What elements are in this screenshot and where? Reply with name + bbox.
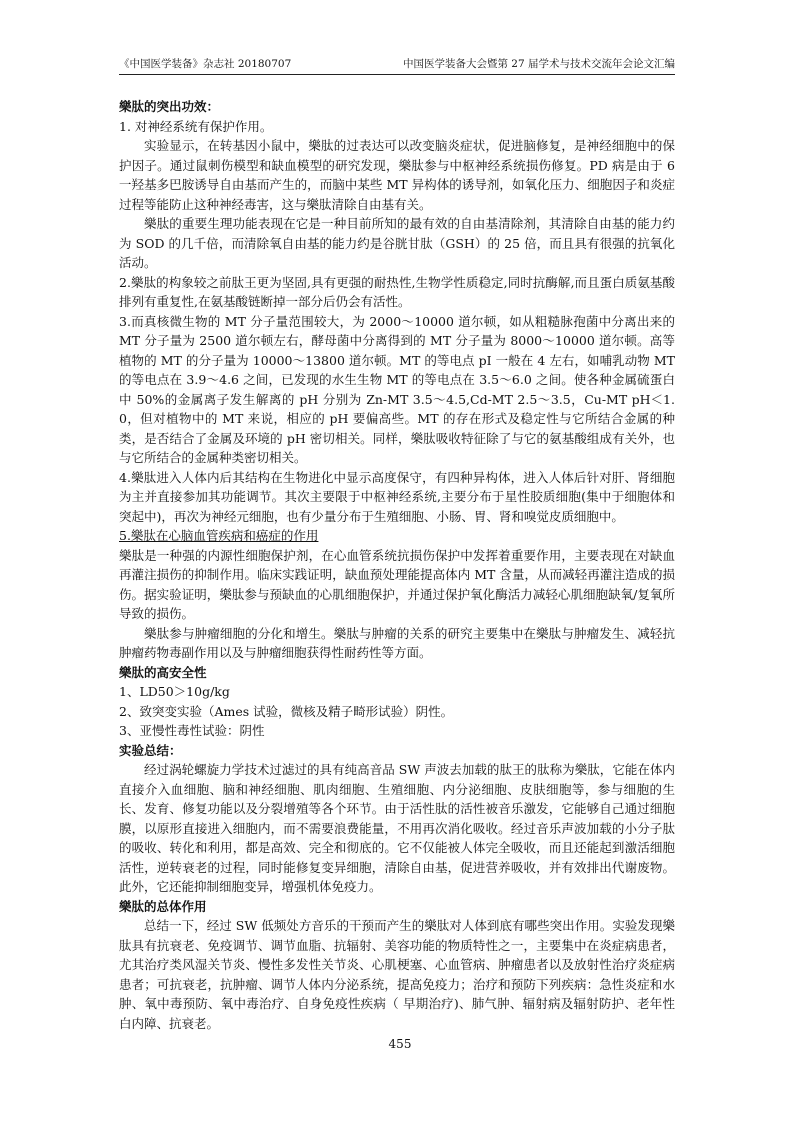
header-proceedings: 中国医学装备大会暨第 27 届学术与技术交流年会论文汇编 (402, 58, 675, 70)
paragraph: 经过涡轮螺旋力学技术过滤过的具有纯高音品 SW 声波去加载的肽王的肽称为樂肽，它能在体内直接介入血细胞、脑和神经细胞、肌肉细胞、生殖细胞、内分泌细胞、皮肤细胞等，参与细胞的生长、发育、修复功能以及分裂增殖等各个环节。由于活性肽的活性被音乐激发，它能够自己通过细胞膜，以原形直接进入细胞内，而不需要浪费能量，不用再次消化吸收。经过音乐声波加载的小分子肽的吸收、转化和利用，都是高效、完全和彻底的。它不仅能被人体完全吸收，而且还能起到激活细胞活性，逆转衰老的过程，同时能修复变异细胞，清除自由基，促进营养吸收，并有效排出代谢废物。此外，它还能抑制细胞变异，增强机体免疫力。 (119, 762, 675, 894)
list-item-4: 4.樂肽进入人体内后其结构在生物进化中显示高度保守，有四种异构体，进入人体后针对肝、肾细胞为主并直接参加其功能调节。其次主要限于中枢神经系统,主要分布于星性胶质细胞(集中于细胞体和突起中)，再次为神经元细胞，也有少量分布于生殖细胞、小肠、胃、肾和嗅觉皮质细胞中。 (119, 469, 675, 524)
paragraph: 樂肽是一种强的内源性细胞保护剂，在心血管系统抗损伤保护中发挥着重要作用，主要表现在对缺血再灌注损伤的抑制作用。临床实践证明，缺血预处理能提高体内 MT 含量，从而减轻再灌注造成的损伤。据实验证明，樂肽参与预缺血的心肌细胞保护，并通过保护氧化酶活力减轻心肌细胞缺氧/复氧所导致的损伤。 (119, 547, 675, 621)
page-body (119, 97, 675, 1031)
safety-item-2: 2、致突变实验（Ames 试验，微核及精子畸形试验）阴性。 (119, 703, 454, 719)
section-heading-safety: 樂肽的高安全性 (119, 664, 207, 680)
paragraph: 樂肽的重要生理功能表现在它是一种目前所知的最有效的自由基清除剂，其清除自由基的能力约为 SOD 的几千倍，而清除氧自由基的能力约是谷胱甘肽（GSH）的 25 倍，而且具有很强的抗氧化活动。 (119, 216, 675, 270)
paragraph: 实验显示，在转基因小鼠中，樂肽的过表达可以改变脑炎症状，促进脑修复，是神经细胞中的保护因子。通过鼠刺伤模型和缺血模型的研究发现，樂肽参与中枢神经系统损伤修复。PD 病是由于 6 一羟基多巴胺诱导自由基而产生的，而脑中某些 MT 异构体的诱导剂，如氧化压力、细胞因子和炎症过程等能防止这种神经毒害，这与樂肽清除自由基有关。 (119, 138, 675, 212)
list-item-5: 5.樂肽在心脑血管疾病和癌症的作用 (119, 528, 319, 543)
section-heading-overall: 樂肽的总体作用 (119, 898, 207, 914)
safety-item-1: 1、LD50＞10g/kg (119, 684, 230, 699)
running-header (119, 56, 675, 72)
list-item-2: 2.樂肽的构象较之前肽王更为坚固,具有更强的耐热性,生物学性质稳定,同时抗酶解,而且蛋白质氨基酸排列有重复性,在氨基酸链断掉一部分后仍会有活性。 (119, 274, 675, 309)
paragraph: 樂肽参与肿瘤细胞的分化和增生。樂肽与肿瘤的关系的研究主要集中在樂肽与肿瘤发生、减轻抗肿瘤药物毒副作用以及与肿瘤细胞获得性耐药性等方面。 (119, 625, 675, 660)
paragraph: 总结一下，经过 SW 低频处方音乐的干预而产生的樂肽对人体到底有哪些突出作用。实验发现樂肽具有抗衰老、免疫调节、调节血脂、抗辐射、美容功能的物质特性之一，主要集中在炎症病患者，尤其治疗类风湿关节炎、慢性多发性关节炎、心肌梗塞、心血管病、肿瘤患者以及放射性治疗炎症病患者；可抗衰老，抗肿瘤、调节人体内分泌系统，提高免疫力；治疗和预防下列疾病：急性炎症和水肿、氧中毒预防、氧中毒治疗、自身免疫性疾病（ 早期治疗)、肺气肿、辐射病及辐射防护、老年性白内障、抗衰老。 (119, 918, 675, 1031)
list-item-1: 1. 对神经系统有保护作用。 (119, 118, 273, 134)
page-number: 455 (388, 1037, 412, 1051)
list-item-3: 3.而真核微生物的 MT 分子量范围较大，为 2000～10000 道尔顿，如从粗糙脉孢菌中分离出来的 MT 分子量为 2500 道尔顿左右，酵母菌中分离得到的 MT 分子量为 8000～10000 道尔顿。高等植物的 MT 的分子量为 10000～13800 道尔顿。MT 的等电点 pI 一般在 4 左右，如哺乳动物 MT 的等电点在 3.9～4.6 之间，已发现的水生生物 MT 的等电点在 3.5～6.0 之间。使各种金属硫蛋白中 50%的金属离子发生解离的 pH 分别为 Zn-MT 3.5～4.5,Cd-MT 2.5～3.5，Cu-MT pH＜1.0，但对植物中的 MT 来说，相应的 pH 要偏高些。MT 的存在形式及稳定性与它所结合金属的种类，是否结合了金属及环境的 pH 密切相关。同样，樂肽吸收特征除了与它的氨基酸组成有关外，也与它所结合的金属种类密切相关。 (119, 313, 675, 465)
header-journal: 《中国医学装备》杂志社 20180707 (119, 58, 292, 70)
section-heading-summary: 实验总结： (119, 742, 182, 758)
safety-item-3: 3、亚慢性毒性试验：阴性 (119, 723, 265, 738)
header-divider (119, 74, 675, 75)
section-heading-effects: 樂肽的突出功效： (119, 99, 220, 114)
